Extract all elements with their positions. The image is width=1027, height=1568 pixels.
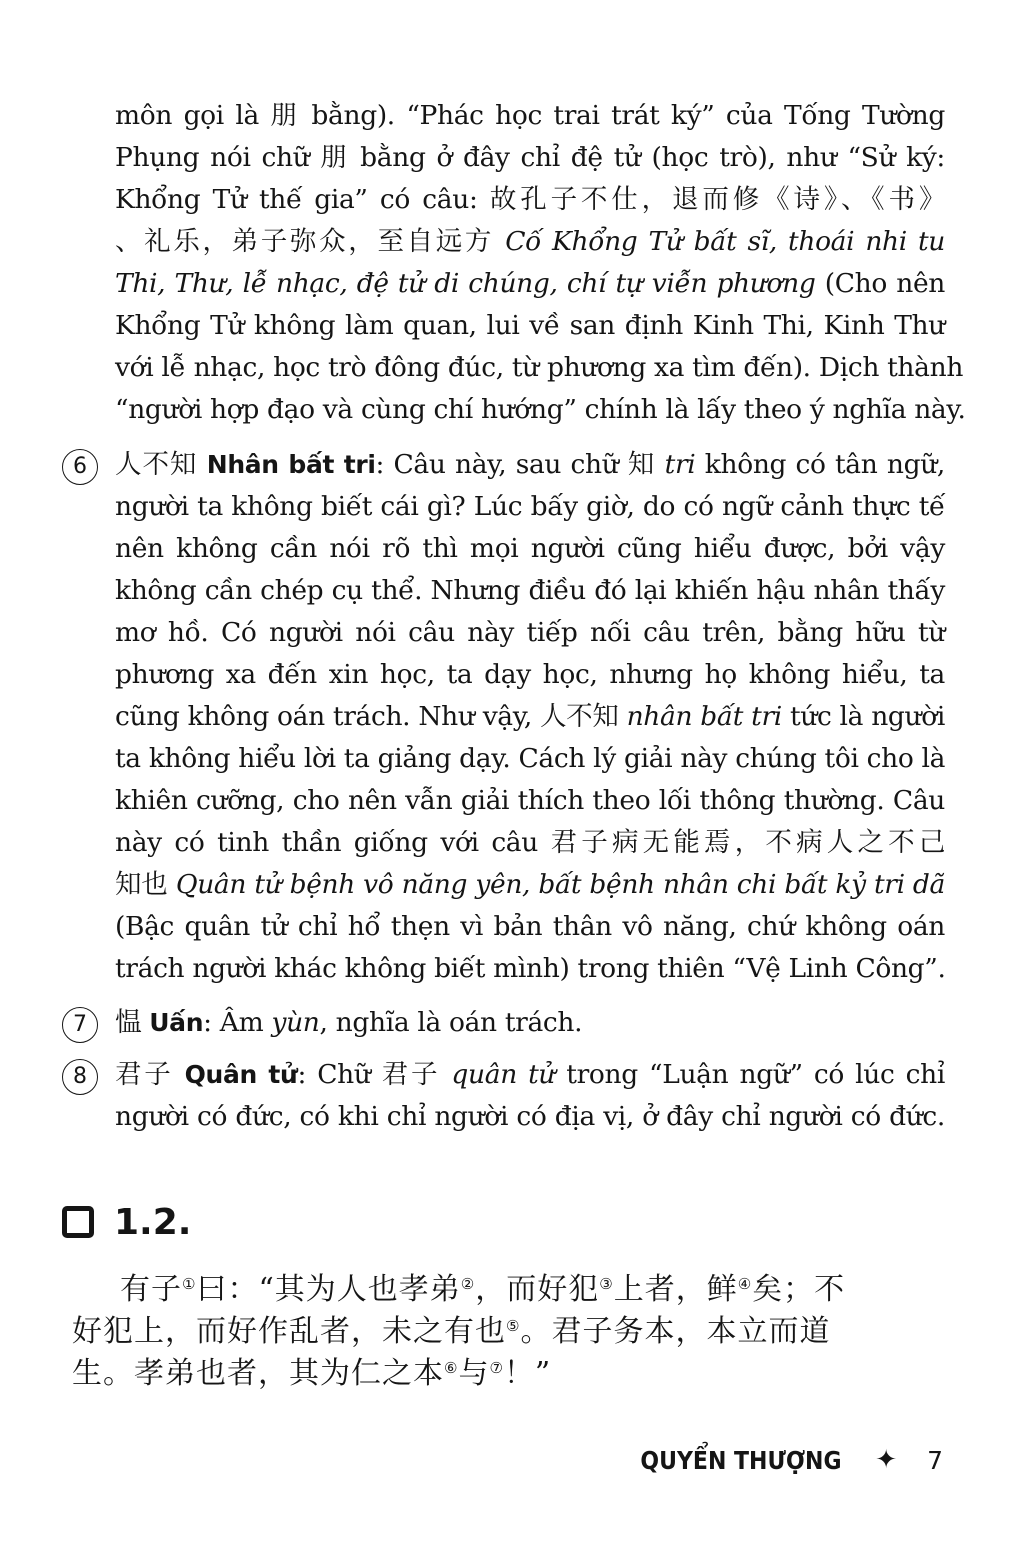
note6-line: trách người khác không biết mình) trong thiên “Vệ Linh Công”. [115,953,946,984]
note8-line: người có đức, có khi chỉ người có địa vị, ở đây chỉ người có đức. [115,1101,945,1132]
section-heading [62,1197,191,1247]
note6-line: 知也 Quân tử bệnh vô năng yên, bất bệnh nhân chi bất kỷ tri dã [115,869,945,900]
note6-line: người ta không biết cái gì? Lúc bấy giờ, do có ngữ cảnh thực tế [115,491,945,522]
passage-line: 有子①曰：“其为人也孝弟②，而好犯③上者，鲜④矣；不 [120,1272,846,1307]
section-heading-text: 1.2. [114,1201,192,1243]
footer-book-title: QUYỂN THƯỢNG [640,1445,842,1475]
note6-line: này có tinh thần giống với câu 君子病无能焉，不病人之不己 [115,827,945,858]
page-footer [613,1440,943,1480]
square-bullet-icon [62,1206,94,1238]
note6-line: ta không hiểu lời ta giảng dạy. Cách lý giải này chúng tôi cho là [115,743,946,774]
note-line: Khổng Tử thế gia” có câu: 故孔子不仕，退而修《诗》、《书》 [115,184,945,215]
note-line: với lễ nhạc, học trò đông đúc, từ phương xa tìm đến). Dịch thành [115,352,964,383]
note-line: Khổng Tử không làm quan, lui về san định Kinh Thi, Kinh Thư [115,310,945,341]
note6-line: khiên cưỡng, cho nên vẫn giải thích theo lối thông thường. Câu [115,785,945,816]
note6-line: 人不知 Nhân bất tri: Câu này, sau chữ 知 tri không có tân ngữ, [115,449,945,480]
passage-line: 好犯上，而好作乱者，未之有也⑤。君子务本，本立而道 [72,1314,831,1349]
four-point-star-icon: ✦ [875,1445,898,1475]
note6-line: phương xa đến xin học, ta dạy học, nhưng họ không hiểu, ta [115,659,945,690]
note-number-6: 6 [62,449,98,485]
note-line: “người hợp đạo và cùng chí hướng” chính là lấy theo ý nghĩa này. [115,394,966,425]
note6-line: nên không cần nói rõ thì mọi người cũng hiểu được, bởi vậy [115,533,945,564]
page-number: 7 [927,1445,943,1475]
passage-line: 生。孝弟也者，其为仁之本⑥与⑦！” [72,1356,552,1391]
note6-line: không cần chép cụ thể. Nhưng điều đó lại khiến hậu nhân thấy [115,575,945,606]
note-number-7: 7 [62,1007,98,1043]
note8-line: 君子 Quân tử: Chữ 君子 quân tử trong “Luận ngữ” có lúc chỉ [115,1059,945,1090]
note6-line: mơ hồ. Có người nói câu này tiếp nối câu trên, bằng hữu từ [115,617,945,648]
note-number-8: 8 [62,1059,98,1095]
note6-line: (Bậc quân tử chỉ hổ thẹn vì bản thân vô năng, chứ không oán [115,911,945,942]
note-line: Thi, Thư, lễ nhạc, đệ tử di chúng, chí tự viễn phương (Cho nên [115,268,945,299]
note7-line: 愠 Uấn: Âm yùn, nghĩa là oán trách. [115,1007,583,1038]
note-line: môn gọi là 朋 bằng). “Phác học trai trát ký” của Tống Tường [115,100,945,131]
note-line: 、礼乐，弟子弥众，至自远方 Cố Khổng Tử bất sĩ, thoái nhi tu [115,226,945,257]
note6-line: cũng không oán trách. Như vậy, 人不知 nhân bất tri tức là người [115,701,945,732]
note-line: Phụng nói chữ 朋 bằng ở đây chỉ đệ tử (học trò), như “Sử ký: [115,142,945,173]
